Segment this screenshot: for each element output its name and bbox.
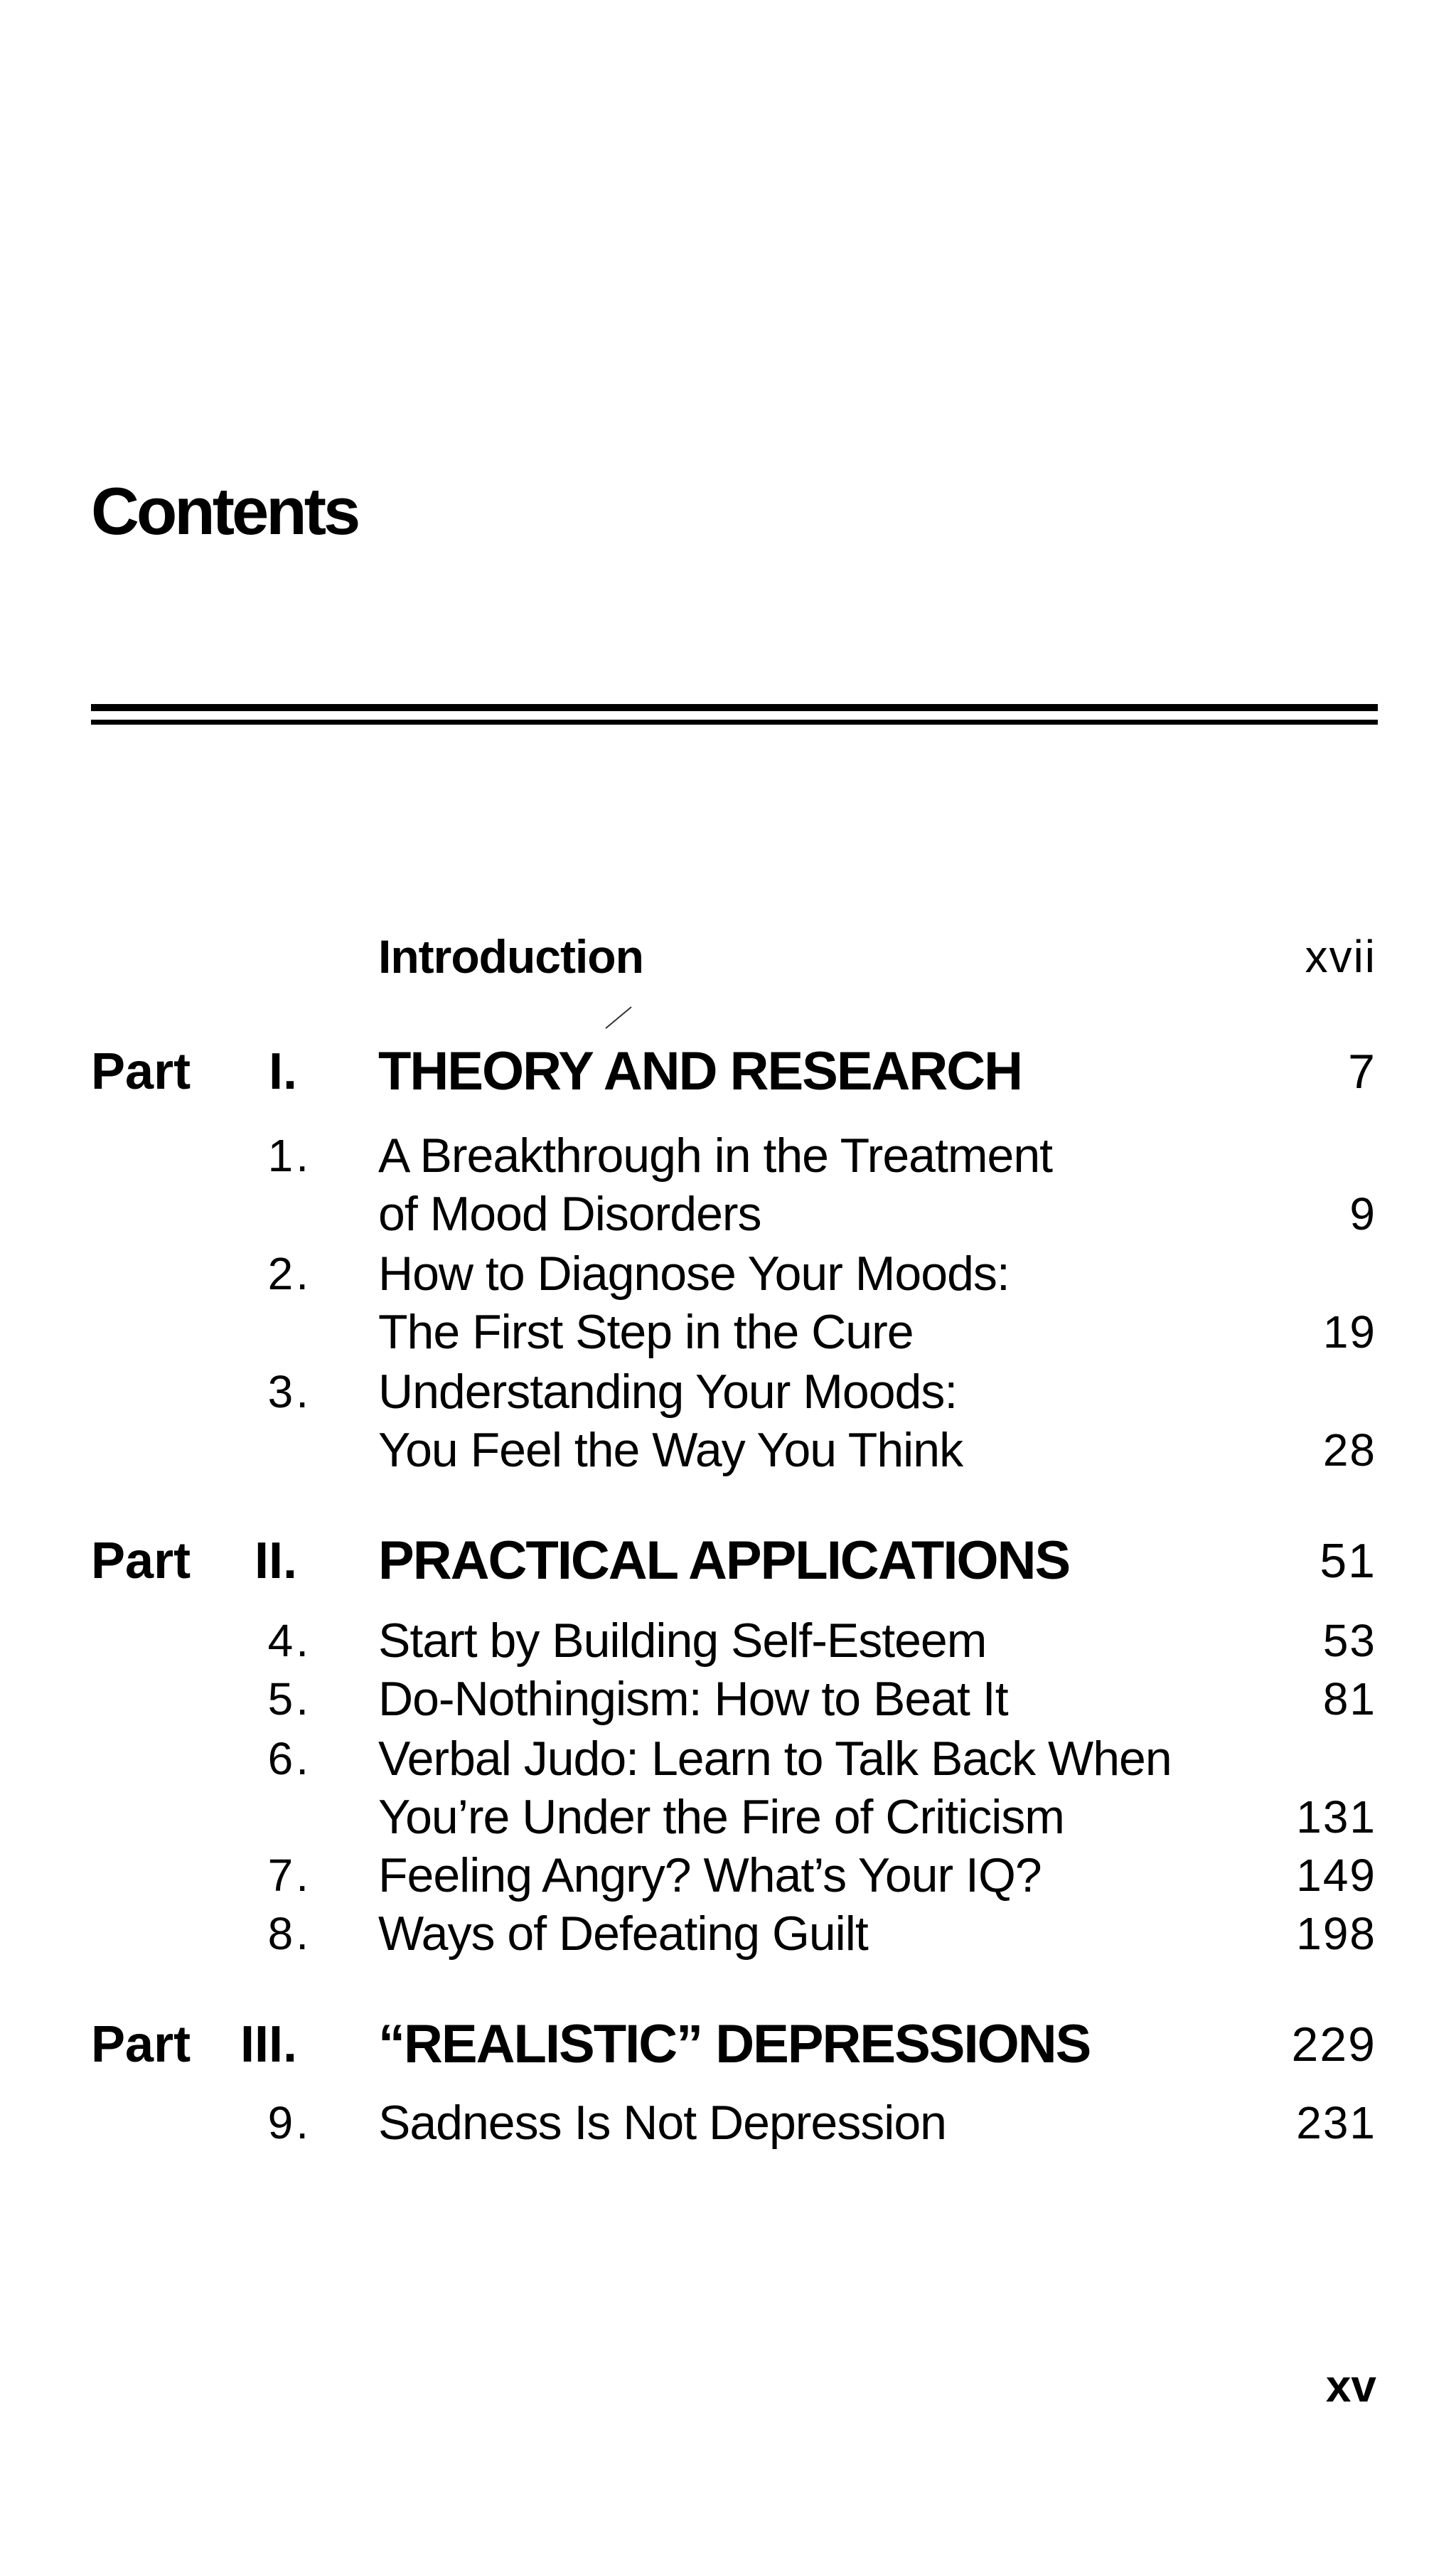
chapter-number: 5.	[267, 1673, 311, 1725]
chapter-title-line: You’re Under the Fire of Criticism	[378, 1790, 1064, 1844]
chapter-page: 9	[1349, 1188, 1376, 1240]
page-folio: xv	[1325, 2360, 1376, 2411]
introduction-page: xvii	[1305, 931, 1376, 982]
chapter-title-line: Understanding Your Moods:	[378, 1365, 958, 1419]
chapter-number: 2.	[267, 1248, 311, 1299]
chapter-page: 149	[1296, 1850, 1376, 1901]
chapter-title-line: Start by Building Self-Esteem	[378, 1614, 987, 1668]
toc-part-heading[interactable]	[0, 1529, 1456, 1593]
part-number: II.	[254, 1533, 297, 1589]
part-page: 229	[1291, 2018, 1376, 2072]
chapter-number: 8.	[267, 1908, 311, 1959]
toc-chapter-line[interactable]	[0, 1300, 1456, 1364]
chapter-title-line: You Feel the Way You Think	[378, 1423, 963, 1477]
toc-chapter-line[interactable]	[0, 1418, 1456, 1482]
part-number: I.	[268, 1043, 297, 1100]
chapter-title-line: Sadness Is Not Depression	[378, 2096, 946, 2150]
toc-chapter-line[interactable]	[0, 1902, 1456, 1966]
chapter-page: 19	[1322, 1306, 1376, 1358]
part-label: Part	[91, 1533, 191, 1589]
toc-chapter-line[interactable]	[0, 1727, 1456, 1791]
chapter-title-line: of Mood Disorders	[378, 1187, 761, 1241]
pencil-stroke-mark	[604, 1003, 633, 1031]
toc-chapter-line[interactable]	[0, 2091, 1456, 2155]
page-title: Contents	[91, 474, 358, 548]
toc-chapter-line[interactable]	[0, 1242, 1456, 1306]
toc-chapter-line[interactable]	[0, 1785, 1456, 1849]
chapter-page: 81	[1322, 1673, 1376, 1725]
chapter-number: 1.	[267, 1130, 311, 1181]
chapter-number: 3.	[267, 1366, 311, 1417]
chapter-title-line: How to Diagnose Your Moods:	[378, 1247, 1010, 1301]
part-title: THEORY AND RESEARCH	[378, 1041, 1022, 1102]
toc-entry-introduction[interactable]	[0, 924, 1456, 988]
introduction-title: Introduction	[378, 930, 643, 983]
toc-chapter-line[interactable]	[0, 1609, 1456, 1673]
toc-chapter-line[interactable]	[0, 1124, 1456, 1188]
heading-rule-top	[91, 704, 1378, 711]
toc-chapter-line[interactable]	[0, 1843, 1456, 1907]
toc-chapter-line[interactable]	[0, 1667, 1456, 1731]
chapter-title-line: Verbal Judo: Learn to Talk Back When	[378, 1732, 1172, 1786]
part-label: Part	[91, 2016, 191, 2073]
part-title: PRACTICAL APPLICATIONS	[378, 1530, 1070, 1591]
chapter-number: 6.	[267, 1733, 311, 1784]
part-label: Part	[91, 1043, 191, 1100]
chapter-title-line: Ways of Defeating Guilt	[378, 1907, 868, 1961]
toc-part-heading[interactable]	[0, 1040, 1456, 1104]
toc-chapter-line[interactable]	[0, 1182, 1456, 1246]
part-title: “REALISTIC” DEPRESSIONS	[378, 2014, 1091, 2074]
chapter-title-line: The First Step in the Cure	[378, 1305, 914, 1359]
part-page: 51	[1320, 1534, 1376, 1588]
chapter-page: 231	[1296, 2097, 1376, 2148]
chapter-page: 53	[1322, 1615, 1376, 1666]
toc-chapter-line[interactable]	[0, 1360, 1456, 1424]
chapter-title-line: Feeling Angry? What’s Your IQ?	[378, 1848, 1042, 1902]
chapter-page: 28	[1322, 1424, 1376, 1476]
chapter-page: 131	[1296, 1791, 1376, 1843]
chapter-number: 7.	[267, 1850, 311, 1901]
chapter-title-line: A Breakthrough in the Treatment	[378, 1129, 1053, 1183]
chapter-page: 198	[1296, 1908, 1376, 1959]
heading-rule-bottom	[91, 720, 1378, 725]
part-page: 7	[1348, 1045, 1376, 1099]
chapter-number: 9.	[267, 2097, 311, 2148]
chapter-number: 4.	[267, 1615, 311, 1666]
part-number: III.	[240, 2016, 297, 2073]
chapter-title-line: Do-Nothingism: How to Beat It	[378, 1672, 1008, 1726]
toc-part-heading[interactable]	[0, 2013, 1456, 2077]
